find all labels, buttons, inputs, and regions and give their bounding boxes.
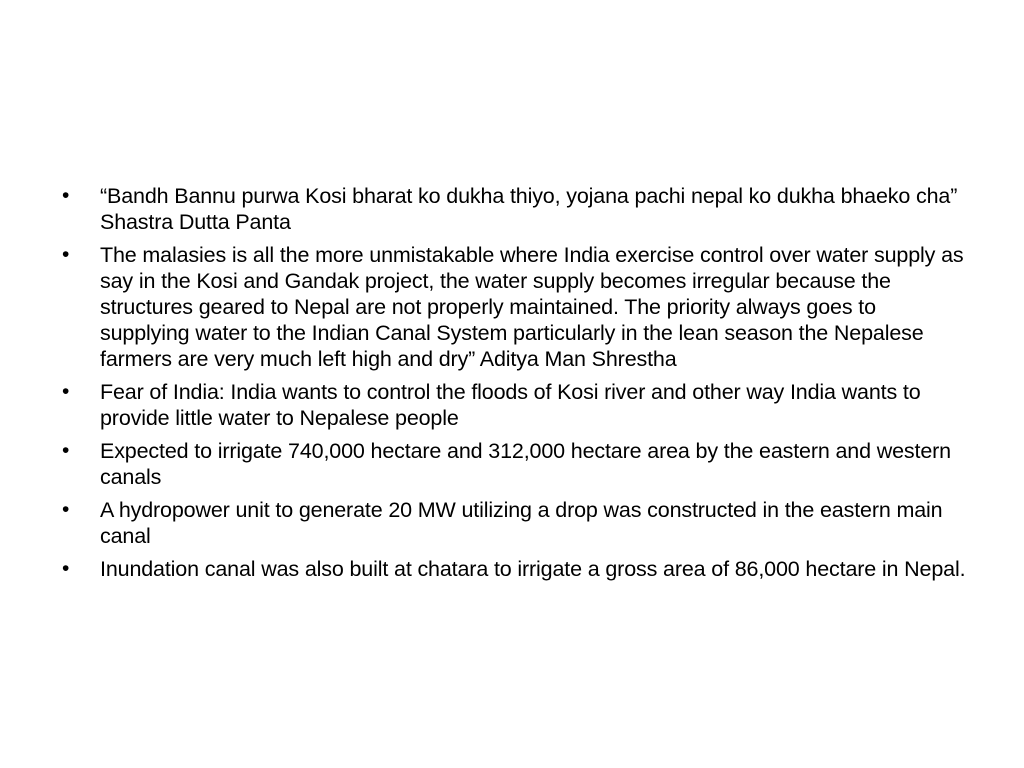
bullet-item-5 [62, 497, 967, 549]
bullet-text: Fear of India: India wants to control the floods of Kosi river and other way India wants to provide little water to Nepalese people [100, 380, 921, 430]
bullet-icon: • [62, 498, 70, 521]
bullet-item-4 [62, 438, 967, 490]
bullet-list [62, 183, 967, 589]
bullet-item-3 [62, 379, 967, 431]
bullet-item-6 [62, 556, 967, 582]
bullet-item-1 [62, 183, 967, 235]
bullet-text: Inundation canal was also built at chatara to irrigate a gross area of 86,000 hectare in Nepal. [100, 557, 966, 581]
bullet-item-2 [62, 242, 967, 372]
bullet-text: The malasies is all the more unmistakable where India exercise control over water supply as say in the Kosi and Gandak project, the water supply becomes irregular because the structures geared to Nepal are not properly maintained. The priority always goes to supplying water to the Indian Canal System particularly in the lean season the Nepalese farmers are very much left high and dry” Aditya Man Shrestha [100, 243, 964, 371]
bullet-icon: • [62, 557, 70, 580]
bullet-icon: • [62, 380, 70, 403]
bullet-icon: • [62, 184, 70, 207]
bullet-text: “Bandh Bannu purwa Kosi bharat ko dukha thiyo, yojana pachi nepal ko dukha bhaeko cha” Shastra Dutta Panta [100, 184, 958, 234]
bullet-icon: • [62, 243, 70, 266]
bullet-text: Expected to irrigate 740,000 hectare and 312,000 hectare area by the eastern and western canals [100, 439, 951, 489]
bullet-text: A hydropower unit to generate 20 MW utilizing a drop was constructed in the eastern main canal [100, 498, 943, 548]
bullet-icon: • [62, 439, 70, 462]
